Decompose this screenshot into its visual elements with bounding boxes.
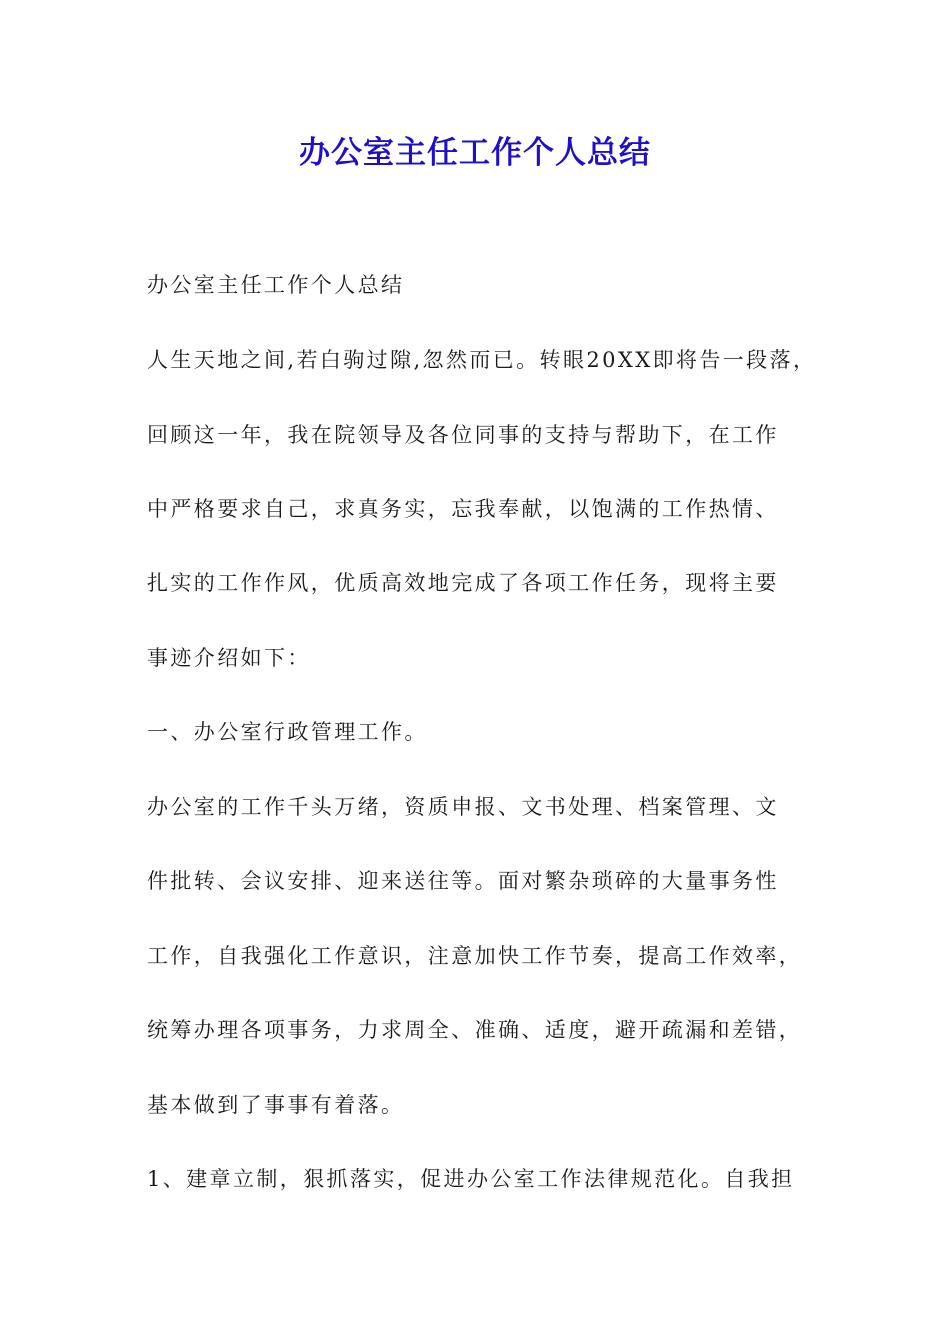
paragraph-line: 中严格要求自己，求真务实，忘我奉献，以饱满的工作热情、 (147, 497, 779, 521)
paragraph-line: 办公室的工作千头万绪，资质申报、文书处理、档案管理、文 (147, 795, 779, 819)
document-subtitle-line: 办公室主任工作个人总结 (147, 273, 405, 297)
paragraph-line: 基本做到了事事有着落。 (147, 1093, 405, 1117)
paragraph-line: 扎实的工作作风，优质高效地完成了各项工作任务，现将主要 (147, 571, 779, 595)
paragraph-line: 事迹介绍如下： (147, 646, 311, 670)
paragraph-line: 件批转、会议安排、迎来送往等。面对繁杂琐碎的大量事务性 (147, 869, 779, 893)
paragraph-line: 统筹办理各项事务，力求周全、准确、适度，避开疏漏和差错， (147, 1018, 803, 1042)
section-heading-line: 一、办公室行政管理工作。 (147, 720, 428, 744)
document-title: 办公室主任工作个人总结 (299, 135, 651, 171)
paragraph-line: 工作，自我强化工作意识，注意加快工作节奏，提高工作效率， (147, 944, 803, 968)
paragraph-line: 回顾这一年，我在院领导及各位同事的支持与帮助下，在工作 (147, 423, 779, 447)
paragraph-line: 人生天地之间,若白驹过隙,忽然而已。转眼20XX即将告一段落， (147, 348, 817, 372)
paragraph-line: 1、建章立制，狠抓落实，促进办公室工作法律规范化。自我担 (147, 1167, 795, 1191)
